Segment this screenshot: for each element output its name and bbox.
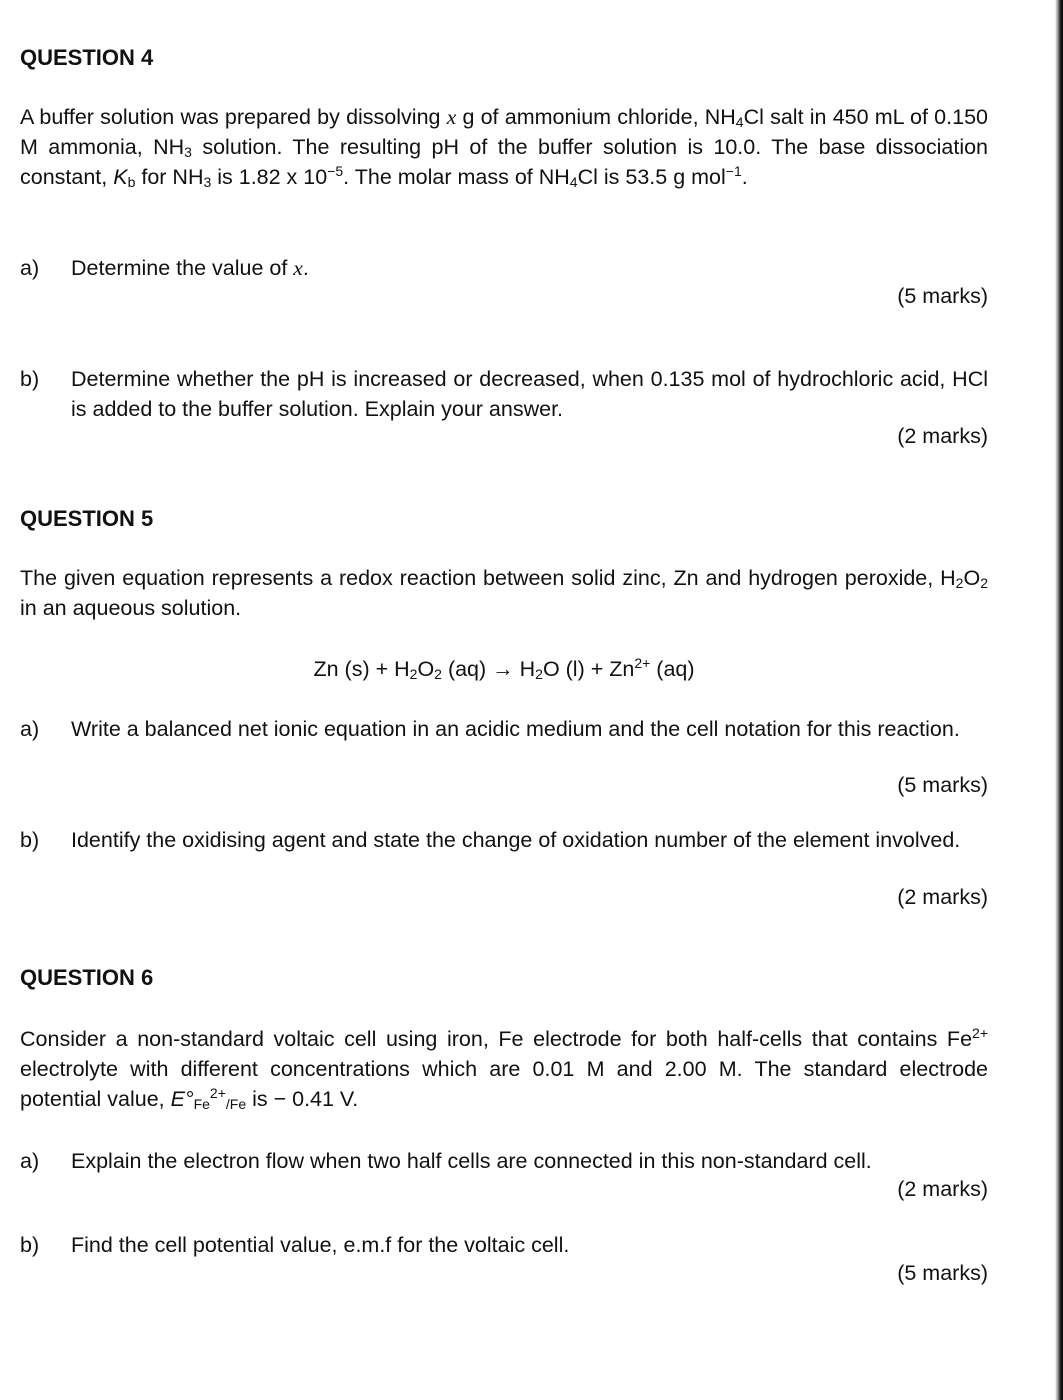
question-5-intro: The given equation represents a redox reaction between solid zinc, Zn and hydrogen peroxide, $H_2O_2$ in an aqueous solution. (20, 566, 988, 620)
question-5-heading: QUESTION 5 (20, 506, 154, 531)
question-4b-marks: (2 marks) (897, 424, 988, 448)
question-4a-marks: (5 marks) (897, 284, 988, 308)
question-5a-marks: (5 marks) (897, 773, 988, 797)
page-edge-shadow (1055, 0, 1063, 1400)
part-text: Determine whether the pH is increased or decreased, when 0.135 mol of hydrochloric acid, HCl is added to the buffer solution. Explain your answer. (71, 367, 988, 421)
part-text: Write a balanced net ionic equation in an acidic medium and the cell notation for this reaction. (71, 717, 960, 741)
question-4-heading: QUESTION 4 (20, 45, 154, 70)
question-6b-marks: (5 marks) (897, 1261, 988, 1285)
part-text: Explain the electron flow when two half cells are connected in this non-standard cell. (71, 1149, 872, 1173)
part-label: b) (20, 1233, 40, 1257)
part-label: a) (20, 256, 40, 280)
part-text: Determine the value of x. (71, 256, 309, 280)
part-label: b) (20, 367, 40, 391)
redox-equation: Zn $(s) + H_2O_2$ $(aq) \to H_2O$ $(l) + Zn^{2+}$ (aq) (313, 655, 695, 682)
question-6-heading: QUESTION 6 (20, 965, 154, 990)
part-label: a) (20, 717, 40, 741)
part-label: b) (20, 828, 40, 852)
question-4-intro: A buffer solution was prepared by dissolving x g of ammonium chloride, $NH_4Cl$ salt in 450 mL of 0.150 M ammonia, $NH_3$ solution. The resulting pH of the buffer solution is 10.0. The base dissociation constant, $K_b$ for $NH_3$ is 1.82 x $10^{-5}$. The molar mass of $NH_4Cl$ is 53.5 g mol$^{-1}$. (20, 105, 989, 190)
question-5b-marks: (2 marks) (897, 885, 988, 909)
part-label: a) (20, 1149, 40, 1173)
question-6a-marks: (2 marks) (897, 1177, 988, 1201)
question-6-intro: Consider a non-standard voltaic cell using iron, Fe electrode for both half-cells that contains $Fe^{2+}$ electrolyte with different concentrations which are 0.01 M and 2.00 M. The standard electrode potential value, $E^\circ_{Fe}^{2+}_{/Fe}$ is − 0.41 V. (20, 1025, 988, 1112)
part-text: Find the cell potential value, e.m.f for the voltaic cell. (71, 1233, 570, 1257)
part-text: Identify the oxidising agent and state the change of oxidation number of the element involved. (71, 828, 961, 852)
